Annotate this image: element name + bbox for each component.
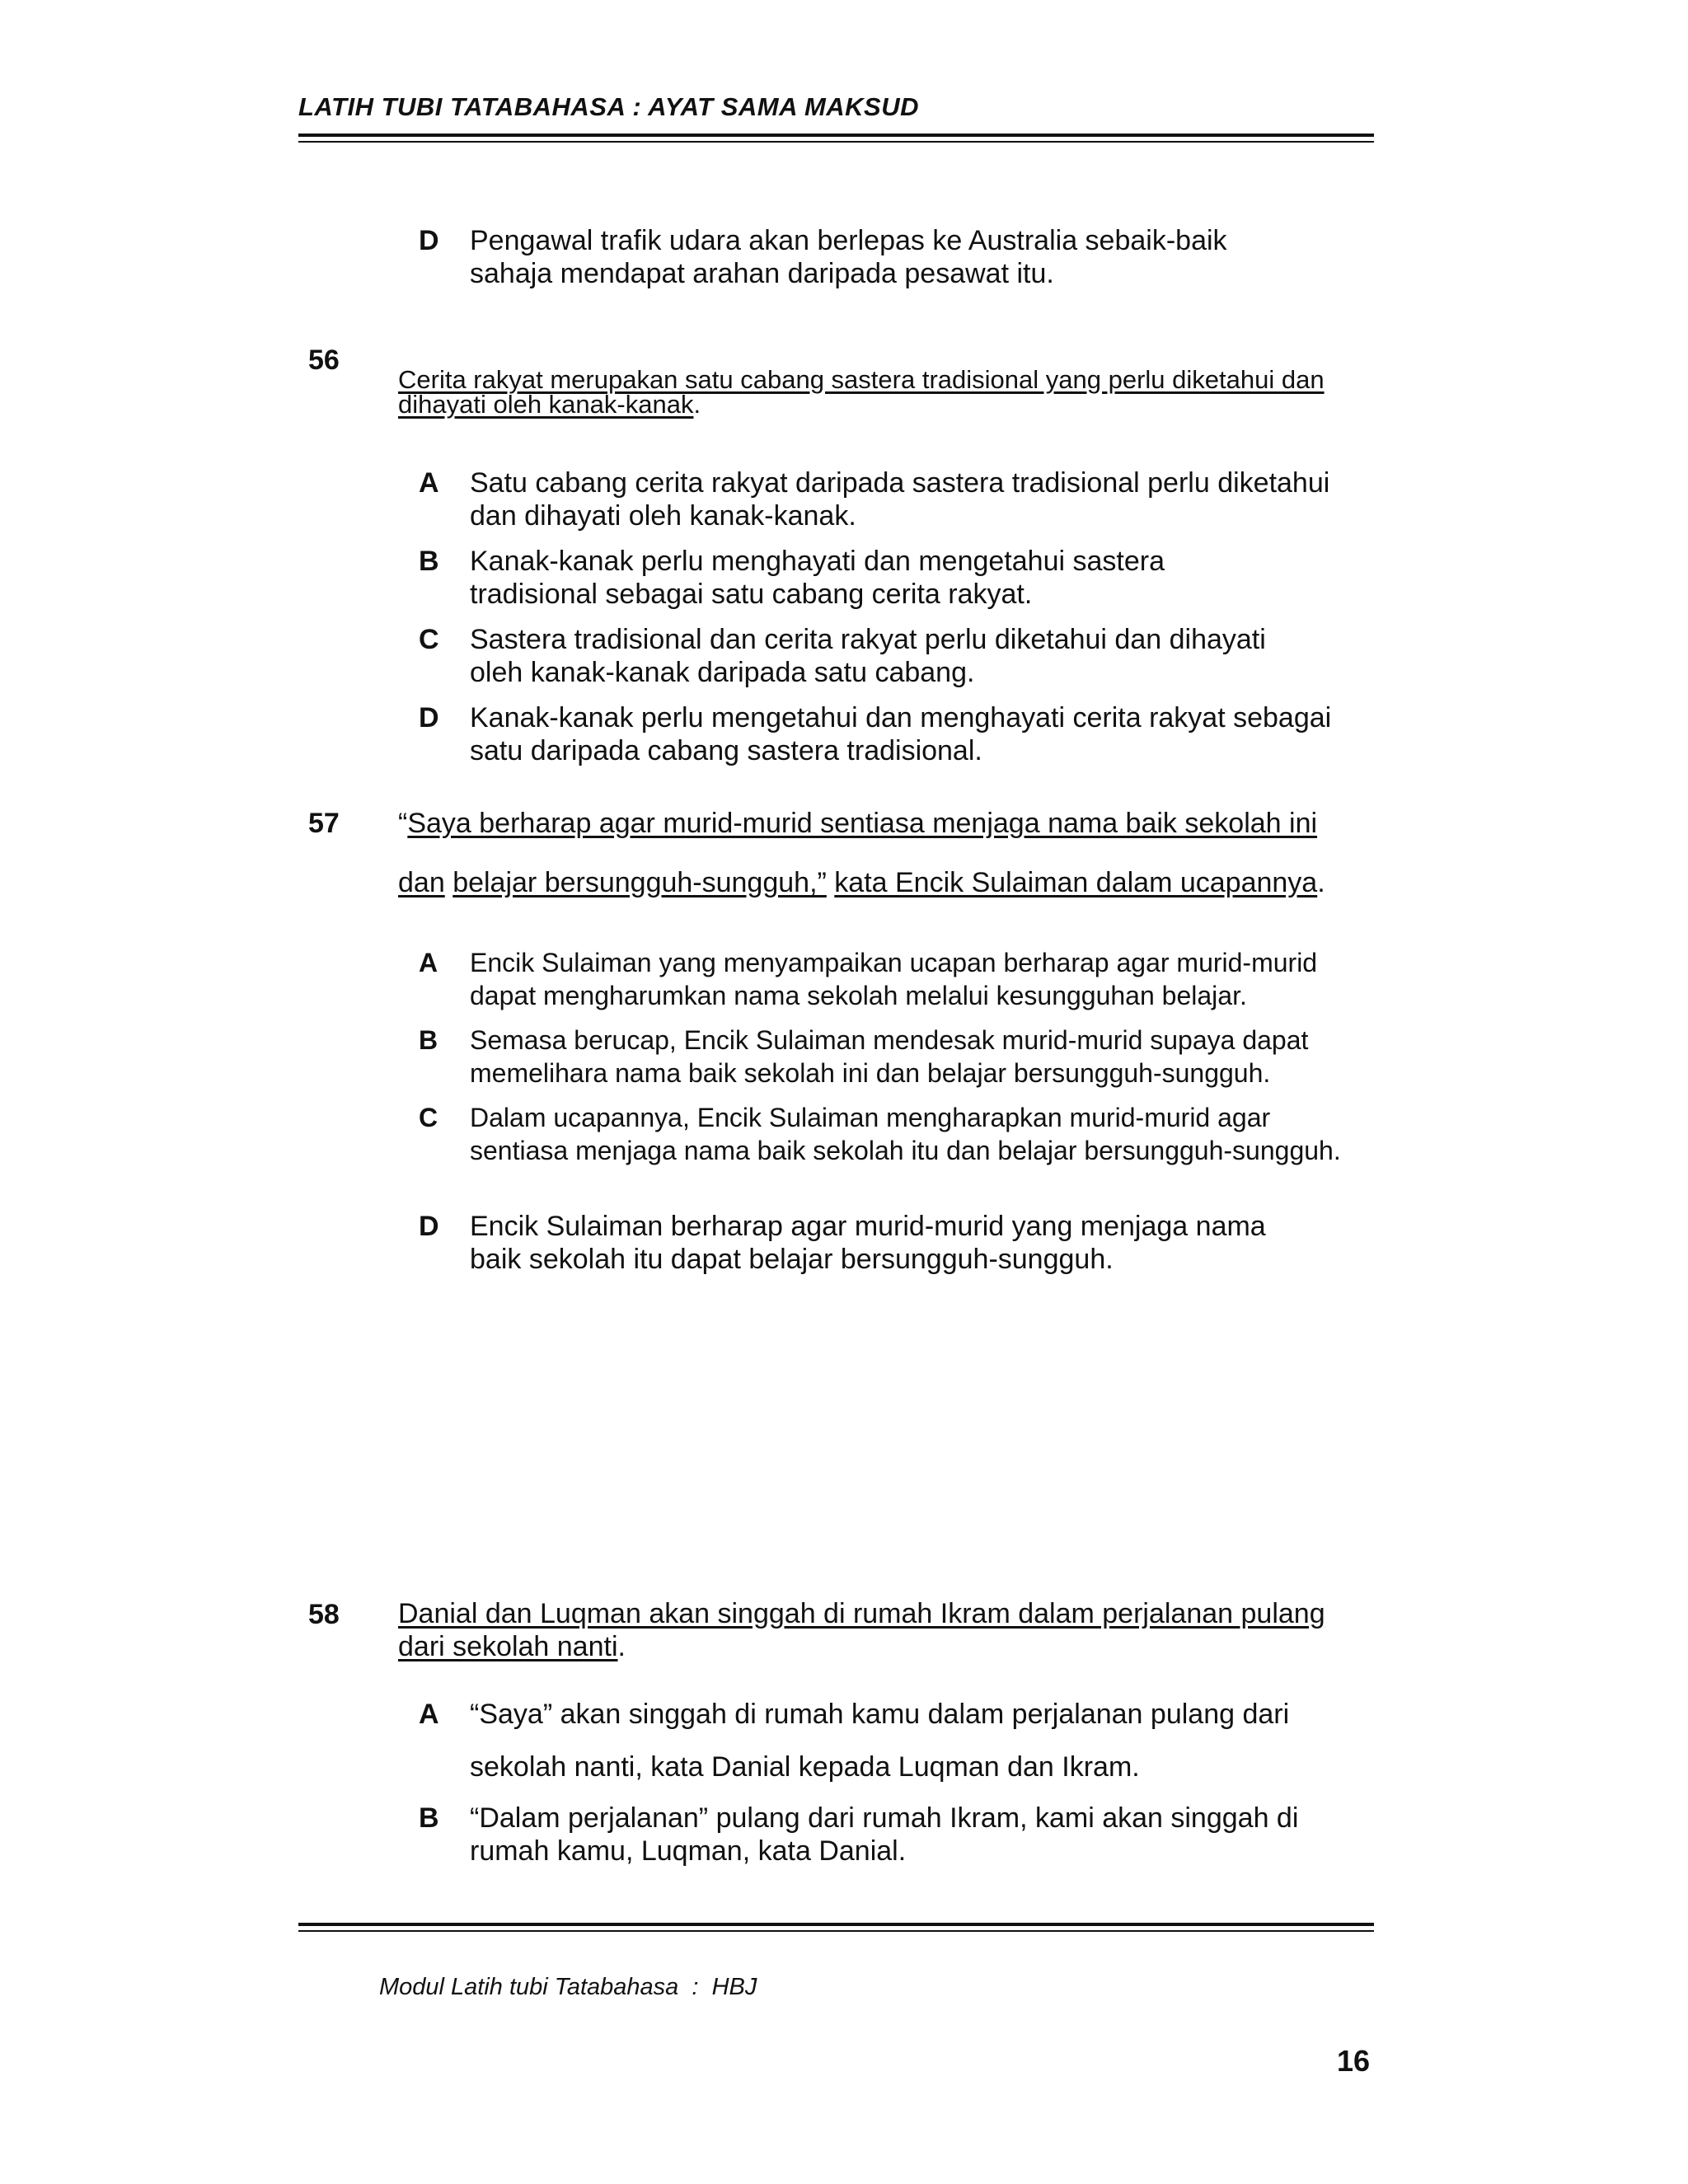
q56-option-c — [419, 623, 1375, 689]
page-number: 16 — [1337, 2044, 1371, 2078]
option-text: Sastera tradisional dan cerita rakyat perlu diketahui dan dihayati oleh kanak-kanak daripada satu cabang. — [470, 624, 1266, 688]
option-text: “Dalam perjalanan” pulang dari rumah Ikram, kami akan singgah di rumah kamu, Luqman, kata Danial. — [470, 1802, 1299, 1867]
q57-option-d — [419, 1210, 1375, 1276]
option-text: Kanak-kanak perlu mengetahui dan menghayati cerita rakyat sebagai satu daripada cabang sastera tradisional. — [470, 702, 1332, 766]
q56-option-a — [419, 466, 1375, 532]
q57-option-a — [419, 946, 1375, 1012]
q57-option-b — [419, 1024, 1375, 1090]
option-letter: D — [419, 1211, 439, 1242]
option-letter: A — [419, 1699, 439, 1730]
footer-rule-top — [298, 1923, 1374, 1926]
option-text: Pengawal trafik udara akan berlepas ke Australia sebaik-baik sahaja mendapat arahan daripada pesawat itu. — [470, 225, 1227, 289]
option-text: Kanak-kanak perlu menghayati dan mengetahui sastera tradisional sebagai satu cabang cerita rakyat. — [470, 546, 1165, 610]
option-letter: C — [419, 624, 439, 655]
option-letter: B — [419, 546, 439, 577]
footer-rule-bottom — [298, 1930, 1374, 1932]
option-letter: B — [419, 1025, 438, 1055]
q57-stem: “Saya berharap agar murid-murid sentiasa menjaga nama baik sekolah ini dan belajar bersungguh-sungguh,” kata Encik Sulaiman dalam ucapannya. — [398, 808, 1325, 898]
option-letter: D — [419, 702, 439, 733]
q58-stem: Danial dan Luqman akan singgah di rumah Ikram dalam perjalanan pulang dari sekolah nanti. — [398, 1598, 1325, 1662]
q55-option-d — [419, 224, 1375, 290]
question-number: 57 — [308, 808, 340, 839]
header-rule-top — [298, 134, 1374, 137]
page-header-title: LATIH TUBI TATABAHASA : AYAT SAMA MAKSUD — [298, 92, 919, 121]
header-rule-bottom — [298, 141, 1374, 143]
q58-option-a — [419, 1688, 1375, 1793]
option-letter: A — [419, 467, 439, 499]
option-letter: D — [419, 225, 439, 256]
footer-module-label: Modul Latih tubi Tatabahasa : HBJ — [379, 1974, 757, 2000]
q56-stem: Cerita rakyat merupakan satu cabang sastera tradisional yang perlu diketahui dan dihayati oleh kanak-kanak. — [398, 365, 1325, 419]
option-letter: C — [419, 1103, 438, 1132]
option-text: Satu cabang cerita rakyat daripada sastera tradisional perlu diketahui dan dihayati oleh kanak-kanak. — [470, 467, 1330, 532]
option-letter: B — [419, 1802, 439, 1834]
question-number: 58 — [308, 1599, 340, 1630]
q56-option-d — [419, 701, 1375, 767]
option-text: Semasa berucap, Encik Sulaiman mendesak murid-murid supaya dapat memelihara nama baik sekolah ini dan belajar bersungguh-sungguh. — [470, 1025, 1309, 1088]
q57-option-c — [419, 1101, 1375, 1167]
option-text: Encik Sulaiman yang menyampaikan ucapan berharap agar murid-murid dapat mengharumkan nama sekolah melalui kesungguhan belajar. — [470, 948, 1318, 1010]
option-letter: A — [419, 948, 438, 977]
question-number: 56 — [308, 344, 340, 376]
option-text: Encik Sulaiman berharap agar murid-murid yang menjaga nama baik sekolah itu dapat belajar bersungguh-sungguh. — [470, 1211, 1266, 1275]
q56-option-b — [419, 545, 1375, 611]
q58-option-b — [419, 1802, 1375, 1868]
option-text: “Saya” akan singgah di rumah kamu dalam perjalanan pulang dari sekolah nanti, kata Danial kepada Luqman dan Ikram. — [470, 1699, 1290, 1783]
option-text: Dalam ucapannya, Encik Sulaiman mengharapkan murid-murid agar sentiasa menjaga nama baik sekolah itu dan belajar bersungguh-sungguh. — [470, 1103, 1341, 1165]
